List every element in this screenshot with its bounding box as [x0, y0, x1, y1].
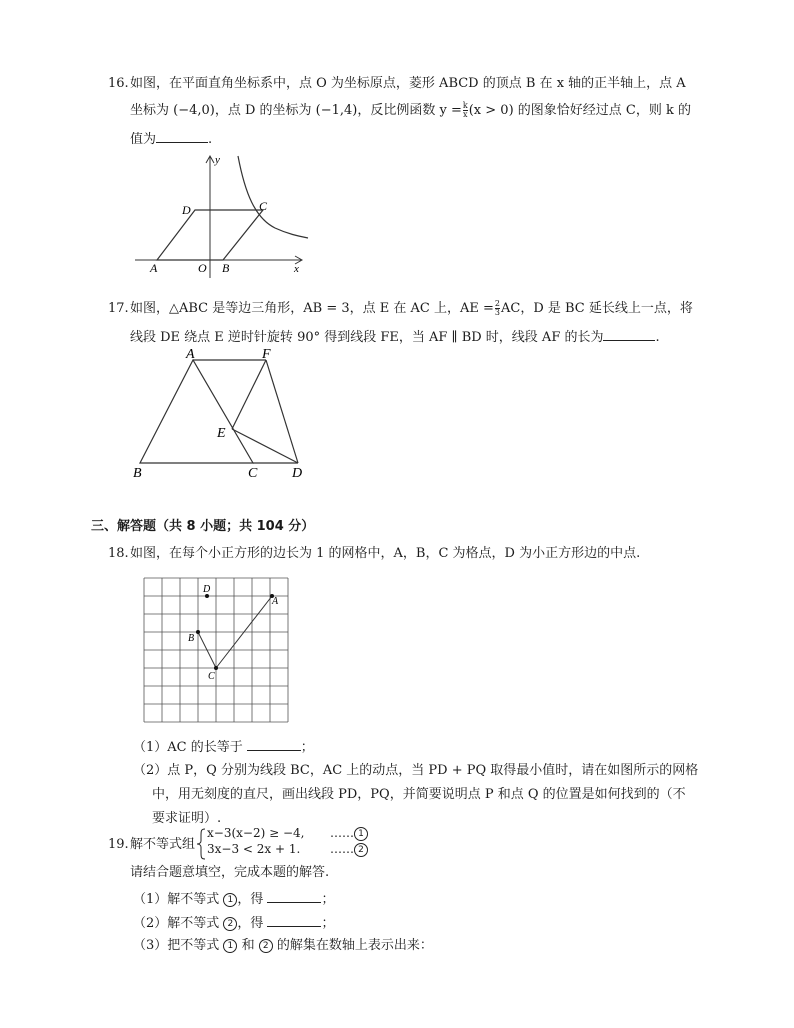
- q16-figure: [130, 148, 315, 278]
- section3-title: 三、解答题（共 8 小题；共 104 分）: [91, 519, 315, 534]
- q17-label-A: A: [186, 347, 195, 362]
- q17-text-line1b: AC，D 是 BC 延长线上一点，将: [500, 301, 693, 316]
- q17-text-line2: 线段 DE 绕点 E 逆时针旋转 90° 得到线段 FE，当 AF ∥ BD 时，线段 AF 的长为 .: [130, 327, 660, 347]
- q18-part2-line3: 要求证明）.: [152, 811, 222, 826]
- q16-text-line2a: 坐标为 (−4,0)，点 D 的坐标为 (−1,4)，反比例函数 y =: [130, 103, 462, 118]
- q17-label-E: E: [217, 426, 226, 441]
- q18-label-D: D: [203, 584, 211, 595]
- q18-part2-line2: 中，用无刻度的直尺，画出线段 PD，PQ，并简要说明点 P 和点 Q 的位置是如何找到的（不: [152, 787, 686, 802]
- q19-step1-answer-blank[interactable]: [267, 889, 321, 903]
- q18-point-C: [214, 666, 218, 670]
- q16-answer-blank[interactable]: [156, 129, 208, 143]
- q18-label-A: A: [272, 596, 279, 607]
- q18-label-C: C: [208, 671, 215, 682]
- q16-text-line2b: (x > 0) 的图象恰好经过点 C，则 k 的: [468, 103, 691, 118]
- q18-text-line1: 如图，在每个小正方形的边长为 1 的网格中，A，B，C 为格点，D 为小正方形边的中点.: [130, 546, 641, 561]
- q18-grid-figure: [140, 574, 290, 724]
- q17-fraction: $\frac{2}{3}$: [494, 299, 500, 317]
- q17-triangle-ABC: [140, 360, 253, 463]
- q19-step1: （1）解不等式 1 ，得 ；: [133, 889, 334, 909]
- q16-label-y: y: [215, 154, 220, 166]
- q16-label-D: D: [182, 203, 191, 217]
- q19-step2-answer-blank[interactable]: [267, 913, 321, 927]
- q17-text-line1a: 如图，△ABC 是等边三角形，AB = 3，点 E 在 AC 上，AE =: [130, 301, 494, 316]
- q17-figure: [128, 345, 313, 480]
- q18-point-B: [196, 630, 200, 634]
- q16-hyperbola: [238, 156, 308, 238]
- q17-segment-FD: [266, 360, 298, 463]
- q16-label-B: B: [222, 261, 230, 275]
- q19-mark-2: …… 2: [330, 842, 368, 857]
- q16-number: 16.: [108, 76, 129, 91]
- q16-text-line1: 如图，在平面直角坐标系中，点 O 为坐标原点，菱形 ABCD 的顶点 B 在 x 轴的正半轴上，点 A: [130, 76, 686, 91]
- q19-circled-2: 2: [354, 843, 368, 857]
- q19-prefix: 解不等式组: [130, 837, 196, 852]
- q17-segment-EF: [232, 360, 266, 429]
- q19-circled-1: 1: [354, 827, 368, 841]
- q17-answer-blank[interactable]: [603, 327, 655, 341]
- q17-label-B: B: [133, 466, 142, 480]
- q16-label-O: O: [198, 261, 207, 275]
- q16-text-line3: 值为 .: [130, 129, 212, 149]
- q18-grid: [144, 578, 288, 722]
- q18-part1: （1）AC 的长等于 ；: [133, 737, 314, 757]
- q17-text-line1: [130, 300, 693, 318]
- q17-label-C: C: [248, 466, 258, 480]
- q18-part1-answer-blank[interactable]: [247, 737, 301, 751]
- q19-intro: 请结合题意填空，完成本题的解答.: [130, 865, 330, 880]
- q18-part2-line1: （2）点 P，Q 分别为线段 BC，AC 上的动点，当 PD + PQ 取得最小值时，请在如图所示的网格: [133, 763, 699, 778]
- q17-label-F: F: [262, 347, 271, 362]
- q16-fraction: $\frac{k}{x}$: [462, 101, 468, 119]
- q18-number: 18.: [108, 546, 129, 561]
- q16-label-x: x: [294, 263, 299, 275]
- q19-inequality-1: x−3(x−2) ≥ −4,: [207, 826, 305, 840]
- q17-label-D: D: [292, 466, 303, 480]
- q16-label-A: A: [150, 261, 158, 275]
- q18-label-B: B: [188, 633, 195, 644]
- q17-segment-ED: [232, 429, 298, 463]
- q19-inequality-2: 3x−3 < 2x + 1.: [207, 842, 301, 856]
- q19-number: 19.: [108, 837, 129, 852]
- q16-text-line2: [130, 102, 691, 120]
- q19-step2: （2）解不等式 2 ，得 ；: [133, 913, 334, 933]
- q17-number: 17.: [108, 301, 129, 316]
- q19-brace: [195, 828, 207, 860]
- q19-step3: （3）把不等式 1 和 2 的解集在数轴上表示出来：: [133, 938, 433, 953]
- q19-mark-1: …… 1: [330, 826, 368, 841]
- q16-label-C: C: [259, 199, 268, 213]
